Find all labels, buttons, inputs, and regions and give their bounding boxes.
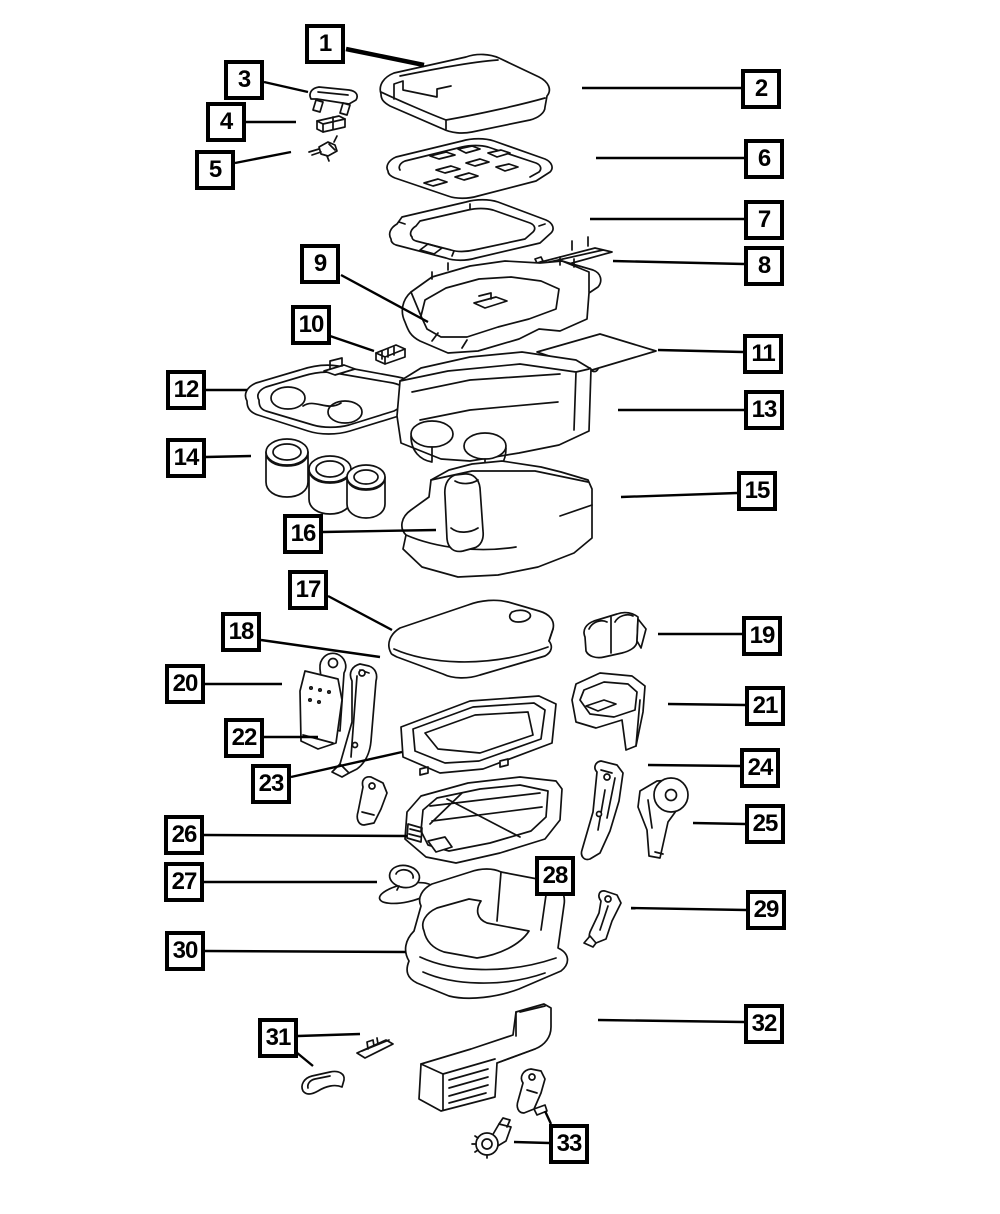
callout-number: 8 [757,252,771,279]
callout-number: 1 [318,30,332,57]
callout-box-25[interactable] [745,804,785,844]
callout-box-20[interactable] [165,664,205,704]
callout-box-19[interactable] [742,616,782,656]
leader-line-21 [668,704,745,705]
callout-box-1[interactable] [305,24,345,64]
callout-number: 23 [258,770,284,797]
leader-line-11 [658,350,743,352]
part-hinge-frame [390,200,553,261]
callout-number: 21 [752,692,778,719]
leader-line-17 [328,596,392,630]
leader-line-5 [235,152,291,163]
callout-number: 29 [753,896,779,923]
part-insert-tray [401,696,556,775]
part-seat-base-frame [405,777,562,863]
part-lid-latch-handle [310,87,357,115]
callout-number: 24 [747,754,773,781]
callout-number: 16 [290,520,316,547]
callout-number: 28 [542,862,568,889]
callout-box-17[interactable] [288,570,328,610]
leader-line-33 [514,1142,549,1143]
leader-line-31 [298,1034,360,1036]
callout-box-5[interactable] [195,150,235,190]
callout-number: 18 [228,618,254,645]
callout-box-32[interactable] [744,1004,784,1044]
callout-number: 14 [173,444,199,471]
callout-number: 2 [754,75,768,102]
part-armrest-cushion [389,600,554,678]
callout-box-11[interactable] [743,334,783,374]
callout-number: 9 [313,250,327,277]
callout-box-29[interactable] [746,890,786,930]
callout-box-6[interactable] [744,139,784,179]
callout-box-28[interactable] [535,856,575,896]
callout-box-2[interactable] [741,69,781,109]
part-hinge-bracket-plate [300,653,346,749]
callout-number: 5 [208,156,222,183]
leader-line-3 [264,82,308,92]
callout-number: 30 [172,937,198,964]
part-rail-clip [357,1038,393,1058]
part-mount-bracket [517,1069,547,1115]
callout-box-24[interactable] [740,748,780,788]
callout-number: 27 [171,868,197,895]
leader-line-8 [613,261,744,264]
leader-line-32 [598,1020,744,1022]
callout-number: 4 [219,108,233,135]
callout-box-22[interactable] [224,718,264,758]
callout-box-12[interactable] [166,370,206,410]
callout-number: 19 [749,622,775,649]
callout-number: 3 [237,66,251,93]
callout-box-13[interactable] [744,390,784,430]
part-corner-bracket [357,777,387,825]
callout-number: 20 [172,670,198,697]
part-cup-liner [266,439,385,518]
part-hook-bracket [302,1071,344,1094]
leader-line-30 [205,951,406,952]
callout-box-8[interactable] [744,246,784,286]
part-wiring-connector [376,345,405,364]
callout-box-15[interactable] [737,471,777,511]
part-base-frame [402,257,600,353]
callout-box-30[interactable] [165,931,205,971]
leader-line-18 [261,640,380,657]
callout-box-10[interactable] [291,305,331,345]
part-support-bracket [584,891,621,947]
callout-box-9[interactable] [300,244,340,284]
part-latch-mechanism [584,613,646,658]
callout-box-18[interactable] [221,612,261,652]
callout-number: 11 [751,340,775,367]
leader-line-1 [346,49,424,65]
callout-box-7[interactable] [744,200,784,240]
callout-box-3[interactable] [224,60,264,100]
callout-number: 13 [751,396,777,423]
callout-number: 6 [757,145,771,172]
callout-number: 17 [295,576,321,603]
part-riser-bracket [581,761,623,859]
callout-box-27[interactable] [164,862,204,902]
leader-line-29 [631,908,746,910]
callout-number: 15 [744,477,770,504]
part-cupholder-tray [245,358,414,434]
callout-number: 26 [171,821,197,848]
callout-number: 33 [556,1130,582,1157]
callout-box-33[interactable] [549,1124,589,1164]
callout-number: 12 [173,376,199,403]
leader-line-24 [648,765,740,766]
callout-box-14[interactable] [166,438,206,478]
part-lid-sensor-screw [309,136,337,161]
callout-box-21[interactable] [745,686,785,726]
part-latch-striker [317,116,345,132]
part-pivot-bolt [472,1118,511,1158]
callout-box-23[interactable] [251,764,291,804]
callout-box-16[interactable] [283,514,323,554]
callout-box-26[interactable] [164,815,204,855]
part-storage-bin [402,461,592,577]
leader-line-15 [621,493,737,497]
callout-number: 22 [231,724,257,751]
callout-number: 25 [752,810,778,837]
callout-box-4[interactable] [206,102,246,142]
callout-number: 31 [265,1024,291,1051]
part-recliner-bracket [638,778,688,858]
leader-line-14 [206,456,251,457]
leader-line-10 [330,336,374,351]
callout-box-31[interactable] [258,1018,298,1058]
leader-line-33 [545,1111,551,1124]
callout-number: 10 [298,311,324,338]
part-console-lid [380,54,549,133]
leader-line-31 [296,1052,313,1066]
callout-number: 7 [757,206,771,233]
part-console-bucket [397,352,591,475]
callout-number: 32 [751,1010,777,1037]
leader-line-26 [204,835,407,836]
part-lid-underside-panel [387,139,552,199]
leader-line-25 [693,823,745,824]
part-side-shield-panel [572,673,645,750]
